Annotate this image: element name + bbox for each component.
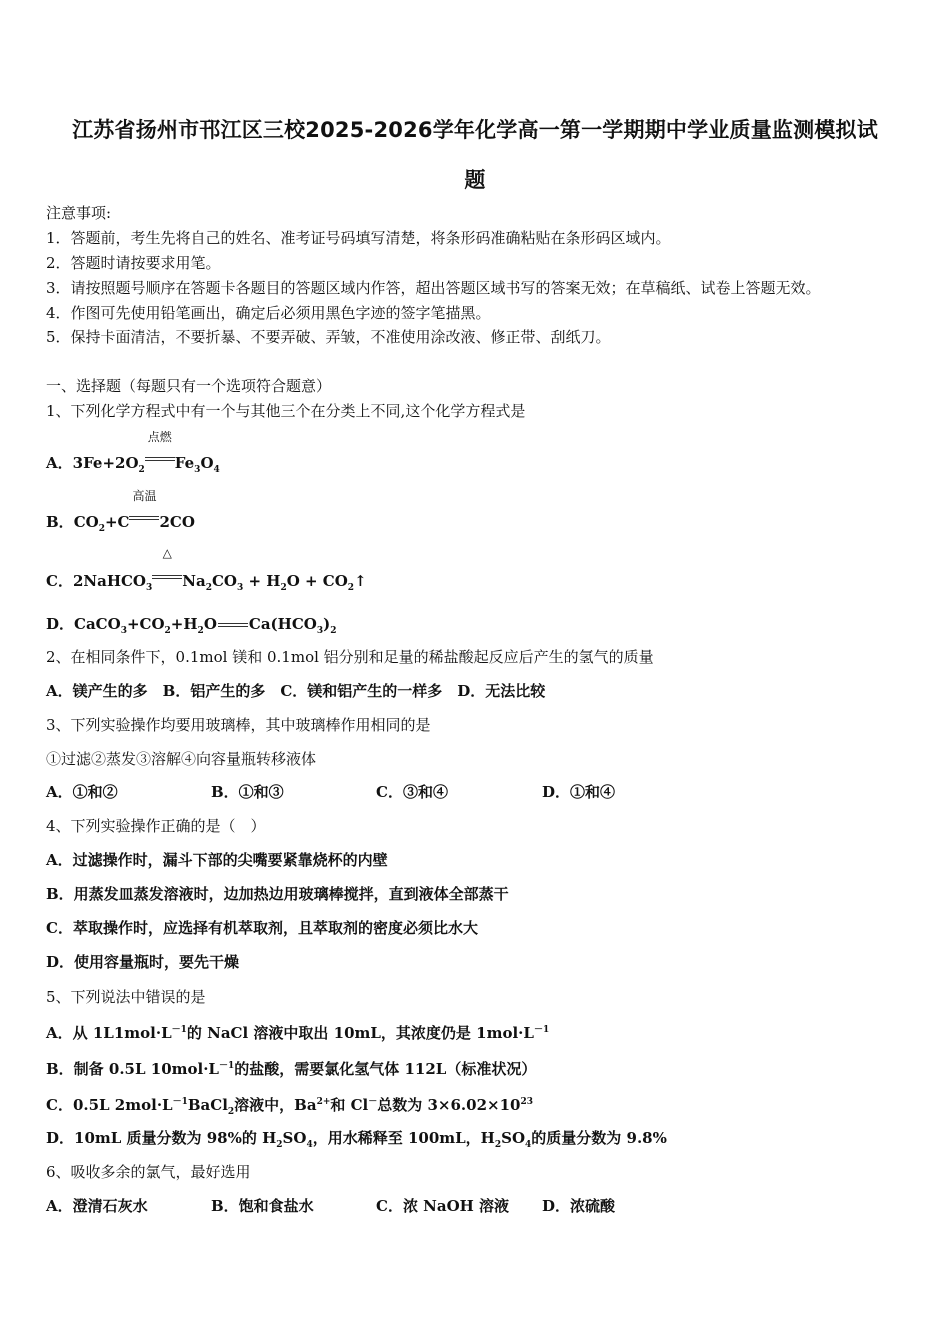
q4-option-d: D．使用容量瓶时，要先干燥 (46, 953, 240, 971)
q3-stem: 3、下列实验操作均要用玻璃棒，其中玻璃棒作用相同的是 (46, 716, 431, 734)
q5-option-b: B．制备 0.5L $10mol\cdot L^{-1}$的盐酸，需要氯化氢气体 112L（标准状况） (46, 1060, 537, 1078)
reaction-arrow: 高温 (129, 507, 159, 527)
q6-option-b: B．饱和食盐水 (211, 1197, 314, 1215)
notice-heading: 注意事项: (46, 204, 112, 222)
q5-option-d: D．10mL 质量分数为 98%的 $H_2SO_4$，用水稀释至 100mL，$H_2SO_4$的质量分数为 9.8% (46, 1129, 667, 1150)
q6-option-a: A．澄清石灰水 (46, 1197, 148, 1215)
q6-stem: 6、吸收多余的氯气，最好选用 (46, 1163, 251, 1181)
q4-stem: 4、下列实验操作正确的是（ ） (46, 817, 266, 835)
q3-option-d: D．①和④ (542, 783, 616, 801)
q1-stem: 1、下列化学方程式中有一个与其他三个在分类上不同,这个化学方程式是 (46, 402, 526, 420)
q1-option-a: A．$3Fe+2O_2$ 点燃 $Fe_3O_4$ (46, 430, 220, 475)
q2-stem: 2、在相同条件下，0.1mol 镁和 0.1mol 铝分别和足量的稀盐酸起反应后产生的氢气的质量 (46, 648, 654, 666)
page-title: 江苏省扬州市邗江区三校2025-2026学年化学高一第一学期期中学业质量监测模拟试 (72, 118, 878, 142)
q4-option-b: B．用蒸发皿蒸发溶液时，边加热边用玻璃棒搅拌，直到液体全部蒸干 (46, 885, 509, 903)
q1-option-d: D．$CaCO_3+CO_2+H_2O$ $Ca(HCO_3)_2$ (46, 615, 337, 636)
q1-option-c: C．2NaHCO$_3$ △ $Na_2CO_3 + H_2O$ + $CO_2↑$ (46, 546, 367, 593)
q3-option-c: C．③和④ (376, 783, 448, 801)
q5-option-c: C．0.5L $2mol\cdot L^{-1}BaCl_2$溶液中，$Ba^{2+}$和 Cl－总数为 $3\times 6.02\times 10^{23}$ (46, 1096, 534, 1117)
q4-option-a: A．过滤操作时，漏斗下部的尖嘴要紧靠烧杯的内壁 (46, 851, 388, 869)
q1-option-b: B．$CO_2+C$ 高温 2CO (46, 489, 195, 534)
page-title-continued: 题 (464, 168, 486, 192)
equals-sign (218, 623, 248, 627)
section-heading: 一、选择题（每题只有一个选项符合题意） (46, 377, 332, 395)
q3-option-a: A．①和② (46, 783, 118, 801)
q5-option-a: A．从 $1L1mol\cdot L^{-1}$的 NaCl 溶液中取出 10mL，其浓度仍是 $1mol\cdot L^{-1}$ (46, 1024, 550, 1042)
q3-sub: ①过滤②蒸发③溶解④向容量瓶转移液体 (46, 750, 317, 768)
notice-item-4: 4．作图可先使用铅笔画出，确定后必须用黑色字迹的签字笔描黑。 (46, 304, 491, 322)
q6-option-d: D．浓硫酸 (542, 1197, 616, 1215)
q3-option-b: B．①和③ (211, 783, 284, 801)
reaction-arrow: 点燃 (145, 448, 175, 468)
q4-option-c: C．萃取操作时，应选择有机萃取剂，且萃取剂的密度必须比水大 (46, 919, 478, 937)
reaction-arrow: △ (152, 566, 182, 586)
notice-item-5: 5．保持卡面清洁，不要折暴、不要弄破、弄皱，不准使用涂改液、修正带、刮纸刀。 (46, 328, 611, 346)
q5-stem: 5、下列说法中错误的是 (46, 988, 206, 1006)
notice-item-2: 2．答题时请按要求用笔。 (46, 254, 221, 272)
notice-item-3: 3．请按照题号顺序在答题卡各题目的答题区域内作答，超出答题区域书写的答案无效；在草稿纸、试卷上答题无效。 (46, 279, 821, 297)
q2-options: A．镁产生的多 B．铝产生的多 C．镁和铝产生的一样多 D．无法比较 (46, 682, 546, 700)
q6-option-c: C．浓 NaOH 溶液 (376, 1197, 510, 1215)
notice-item-1: 1．答题前，考生先将自己的姓名、准考证号码填写清楚，将条形码准确粘贴在条形码区域内。 (46, 229, 671, 247)
